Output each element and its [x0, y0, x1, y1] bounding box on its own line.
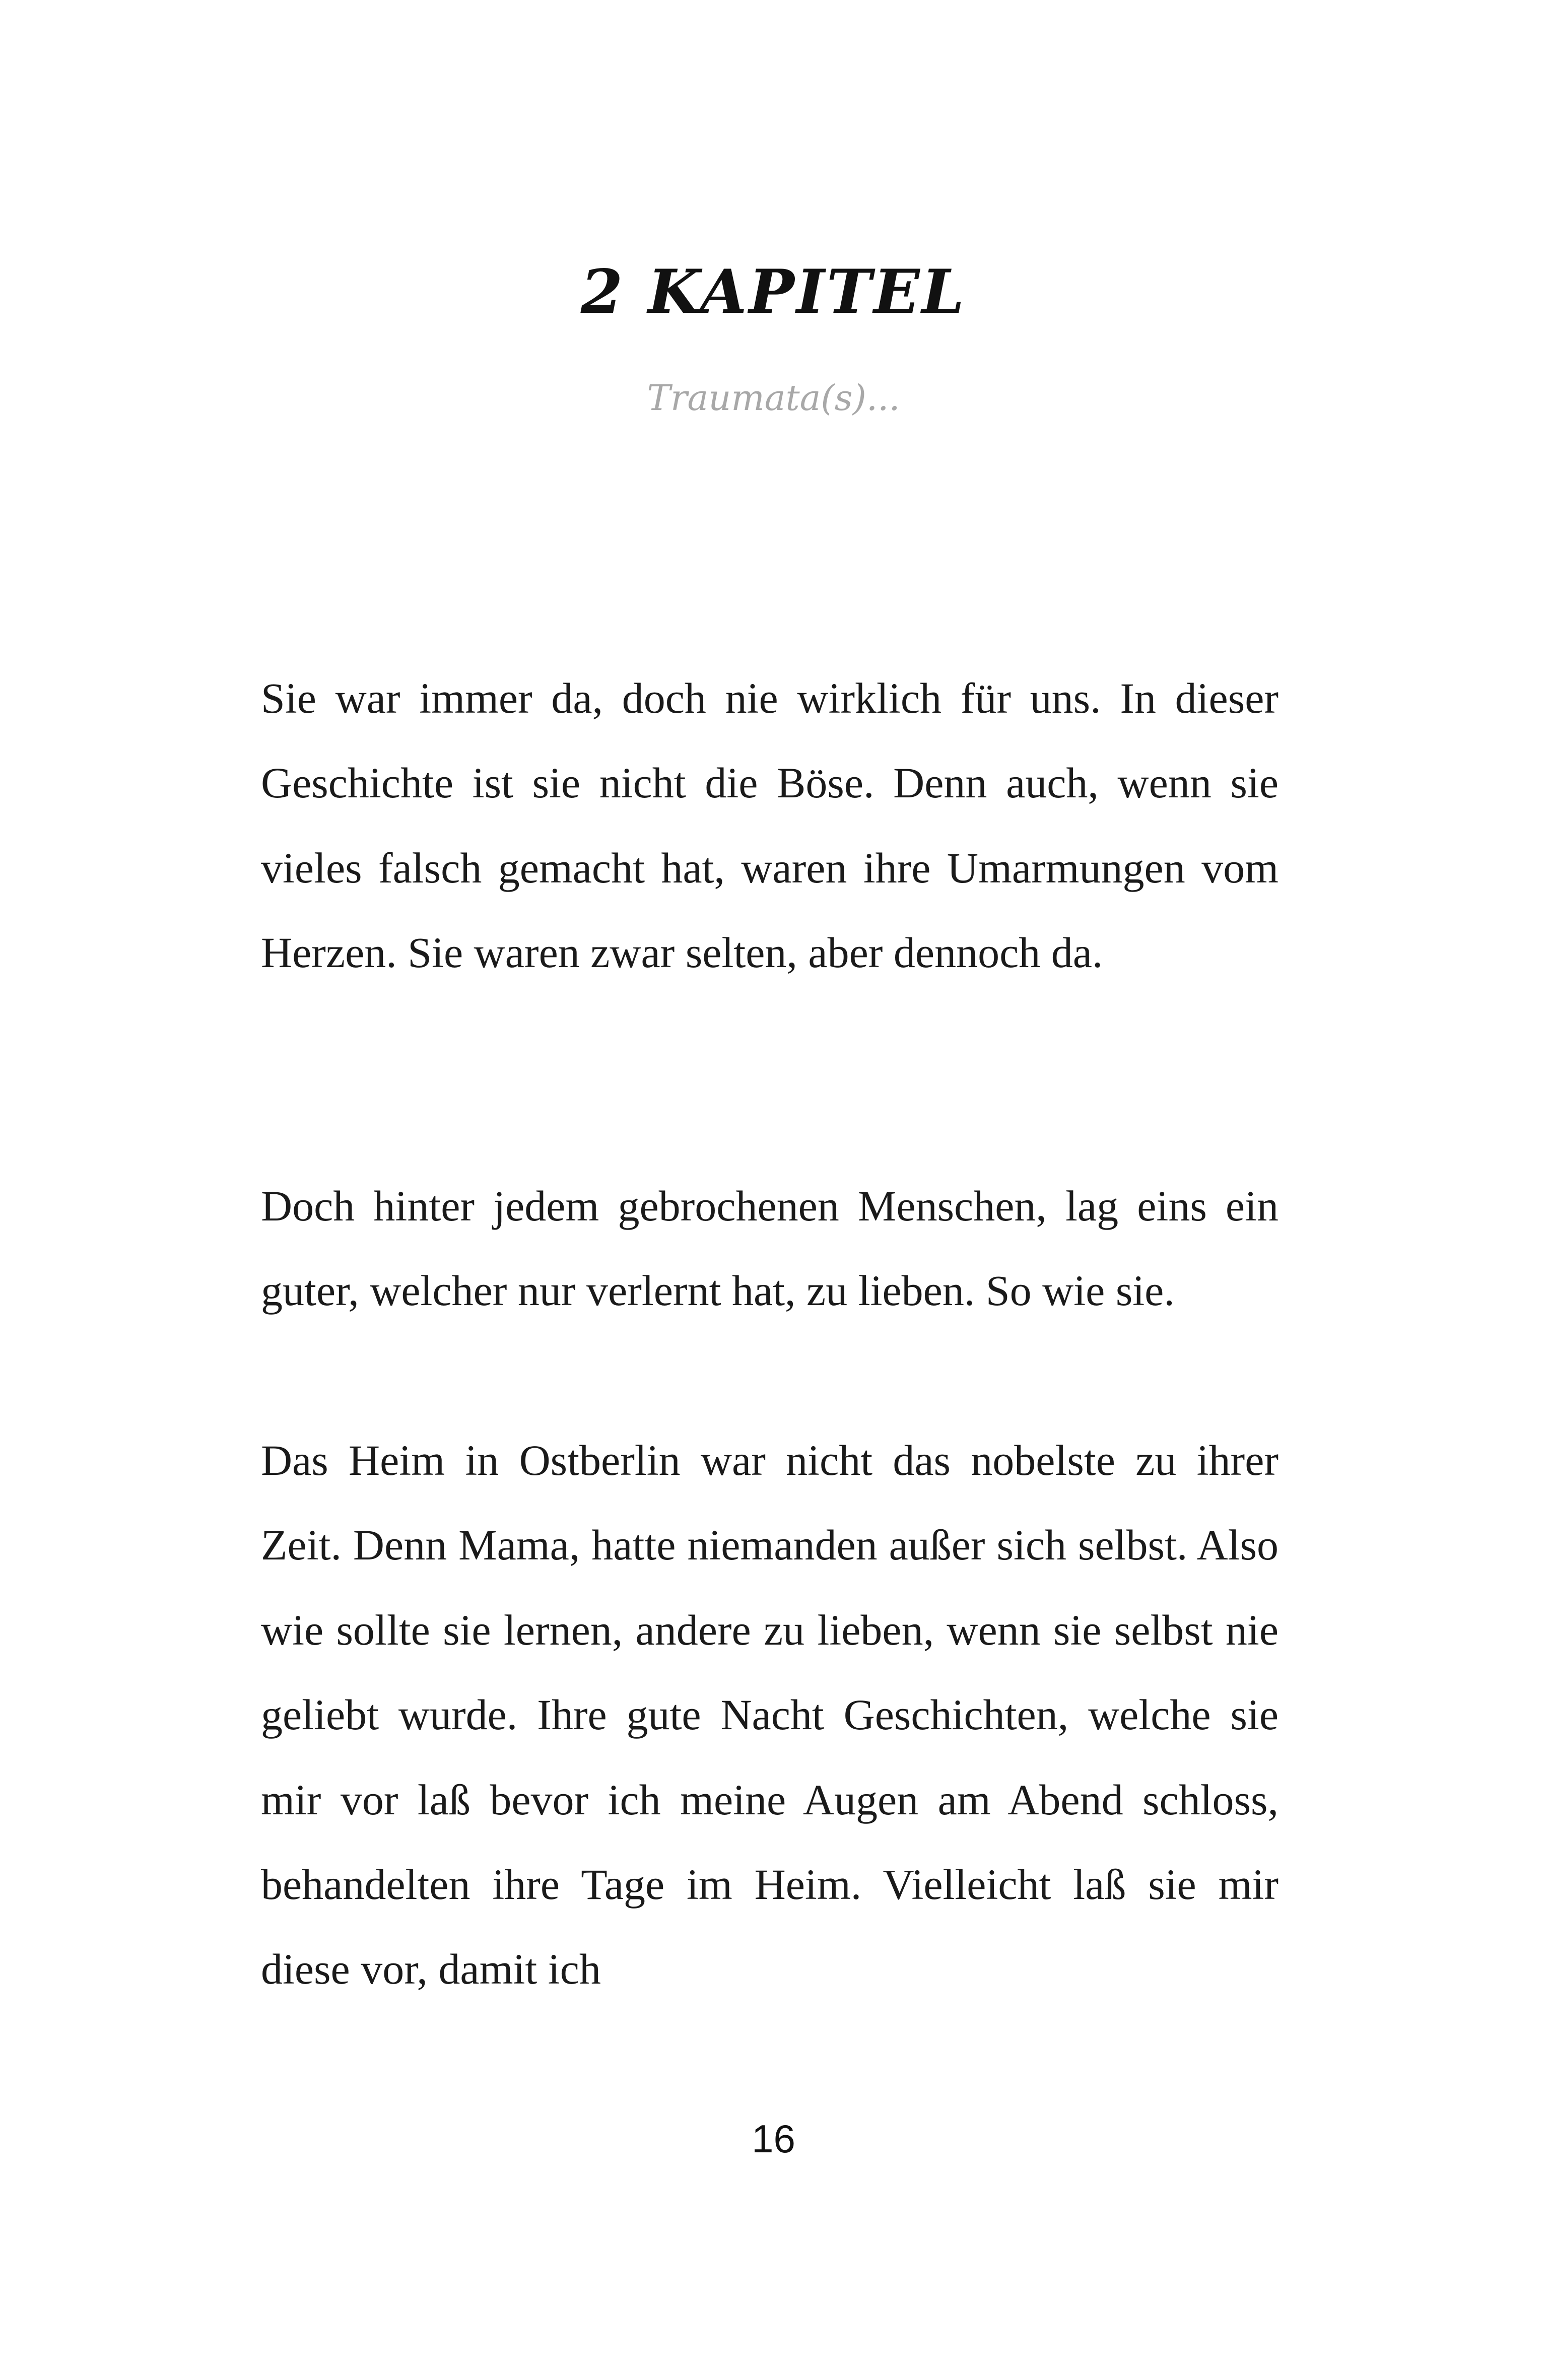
paragraph-1: Sie war immer da, doch nie wirklich für uns. In dieser Geschichte ist sie nicht die Böse. Denn auch, wenn sie vieles falsch gemacht hat, waren ihre Umarmungen vom Herzen. Sie waren zwar selten, aber dennoch da. [261, 674, 1279, 977]
paragraph-3: Das Heim in Ostberlin war nicht das nobelste zu ihrer Zeit. Denn Mama, hatte niemanden außer sich selbst. Also wie sollte sie lernen, andere zu lieben, wenn sie selbst nie geliebt wurde. Ihre gute Nacht Geschichten, welche sie mir vor laß bevor ich meine Augen am Abend schloss, behandelten ihre Tage im Heim. Vielleicht laß sie mir diese vor, damit ich [261, 1436, 1279, 1994]
page-number: 16 [752, 2117, 795, 2161]
paragraph-2: Doch hinter jedem gebrochenen Menschen, lag eins ein guter, welcher nur verlernt hat, zu lieben. So wie sie. [261, 1182, 1279, 1315]
chapter-subtitle: Traumata(s)... [647, 377, 900, 419]
chapter-title: 2 KAPITEL [580, 256, 967, 327]
